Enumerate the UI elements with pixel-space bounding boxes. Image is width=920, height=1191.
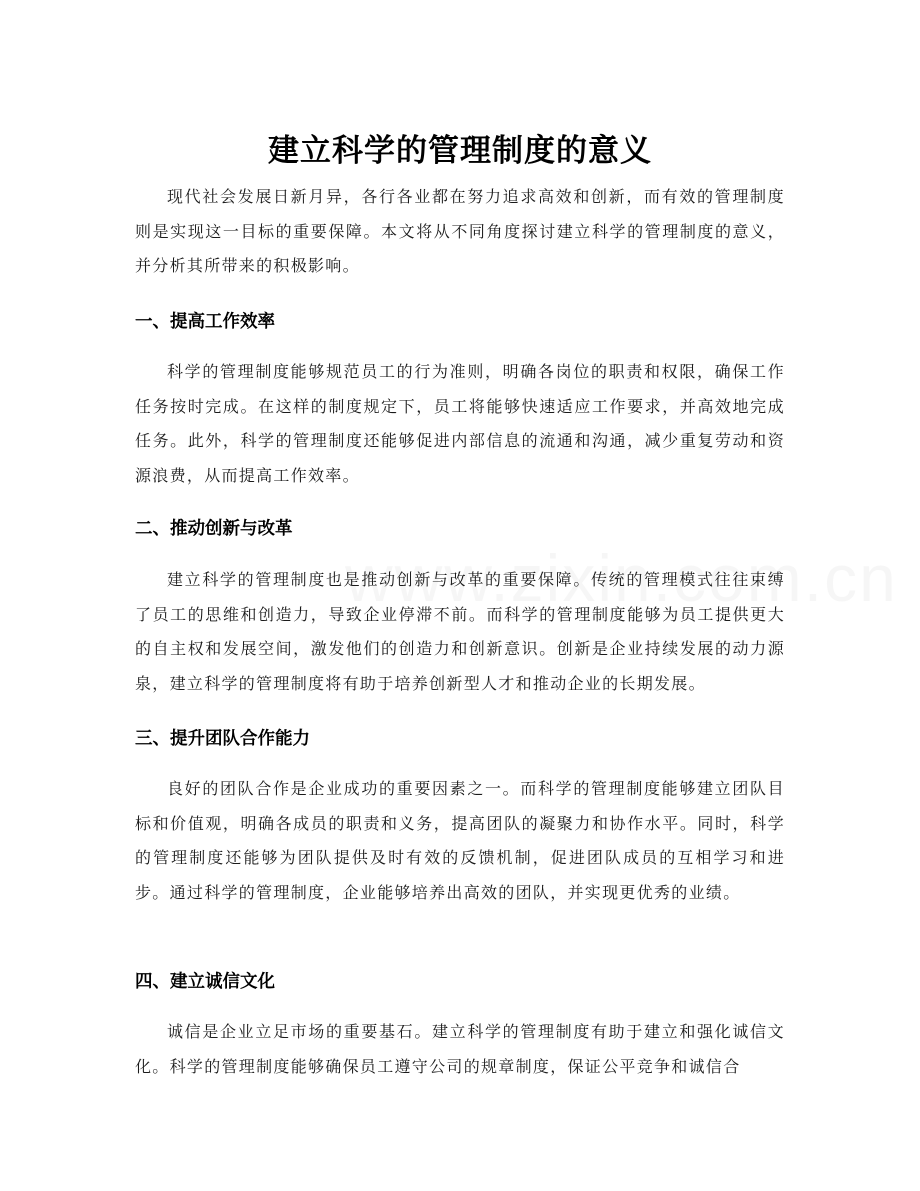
section-2-heading: 二、推动创新与改革 <box>135 519 293 539</box>
section-1-body: 科学的管理制度能够规范员工的行为准则，明确各岗位的职责和权限，确保工作任务按时完成。在这样的制度规定下，员工将能够快速适应工作要求，并高效地完成任务。此外，科学的管理制度还能够促进内部信息的流通和沟通，减少重复劳动和资源浪费，从而提高工作效率。 <box>135 362 785 485</box>
section-4-body: 诚信是企业立足市场的重要基石。建立科学的管理制度有助于建立和强化诚信文化。科学的管理制度能够确保员工遵守公司的规章制度，保证公平竞争和诚信合 <box>135 1022 785 1076</box>
section-4-heading: 四、建立诚信文化 <box>135 972 275 992</box>
section-1-heading: 一、提高工作效率 <box>135 312 275 332</box>
document-title: 建立科学的管理制度的意义 <box>268 132 652 169</box>
intro-paragraph: 现代社会发展日新月异，各行各业都在努力追求高效和创新，而有效的管理制度则是实现这一目标的重要保障。本文将从不同角度探讨建立科学的管理制度的意义，并分析其所带来的积极影响。 <box>135 187 785 275</box>
section-3-body: 良好的团队合作是企业成功的重要因素之一。而科学的管理制度能够建立团队目标和价值观，明确各成员的职责和义务，提高团队的凝聚力和协作水平。同时，科学的管理制度还能够为团队提供及时有效的反馈机制，促进团队成员的互相学习和进步。通过科学的管理制度，企业能够培养出高效的团队，并实现更优秀的业绩。 <box>135 779 785 902</box>
section-3-heading: 三、提升团队合作能力 <box>135 729 310 749</box>
section-2-body: 建立科学的管理制度也是推动创新与改革的重要保障。传统的管理模式往往束缚了员工的思维和创造力，导致企业停滞不前。而科学的管理制度能够为员工提供更大的自主权和发展空间，激发他们的创造力和创新意识。创新是企业持续发展的动力源泉，建立科学的管理制度将有助于培养创新型人才和推动企业的长期发展。 <box>135 570 785 693</box>
